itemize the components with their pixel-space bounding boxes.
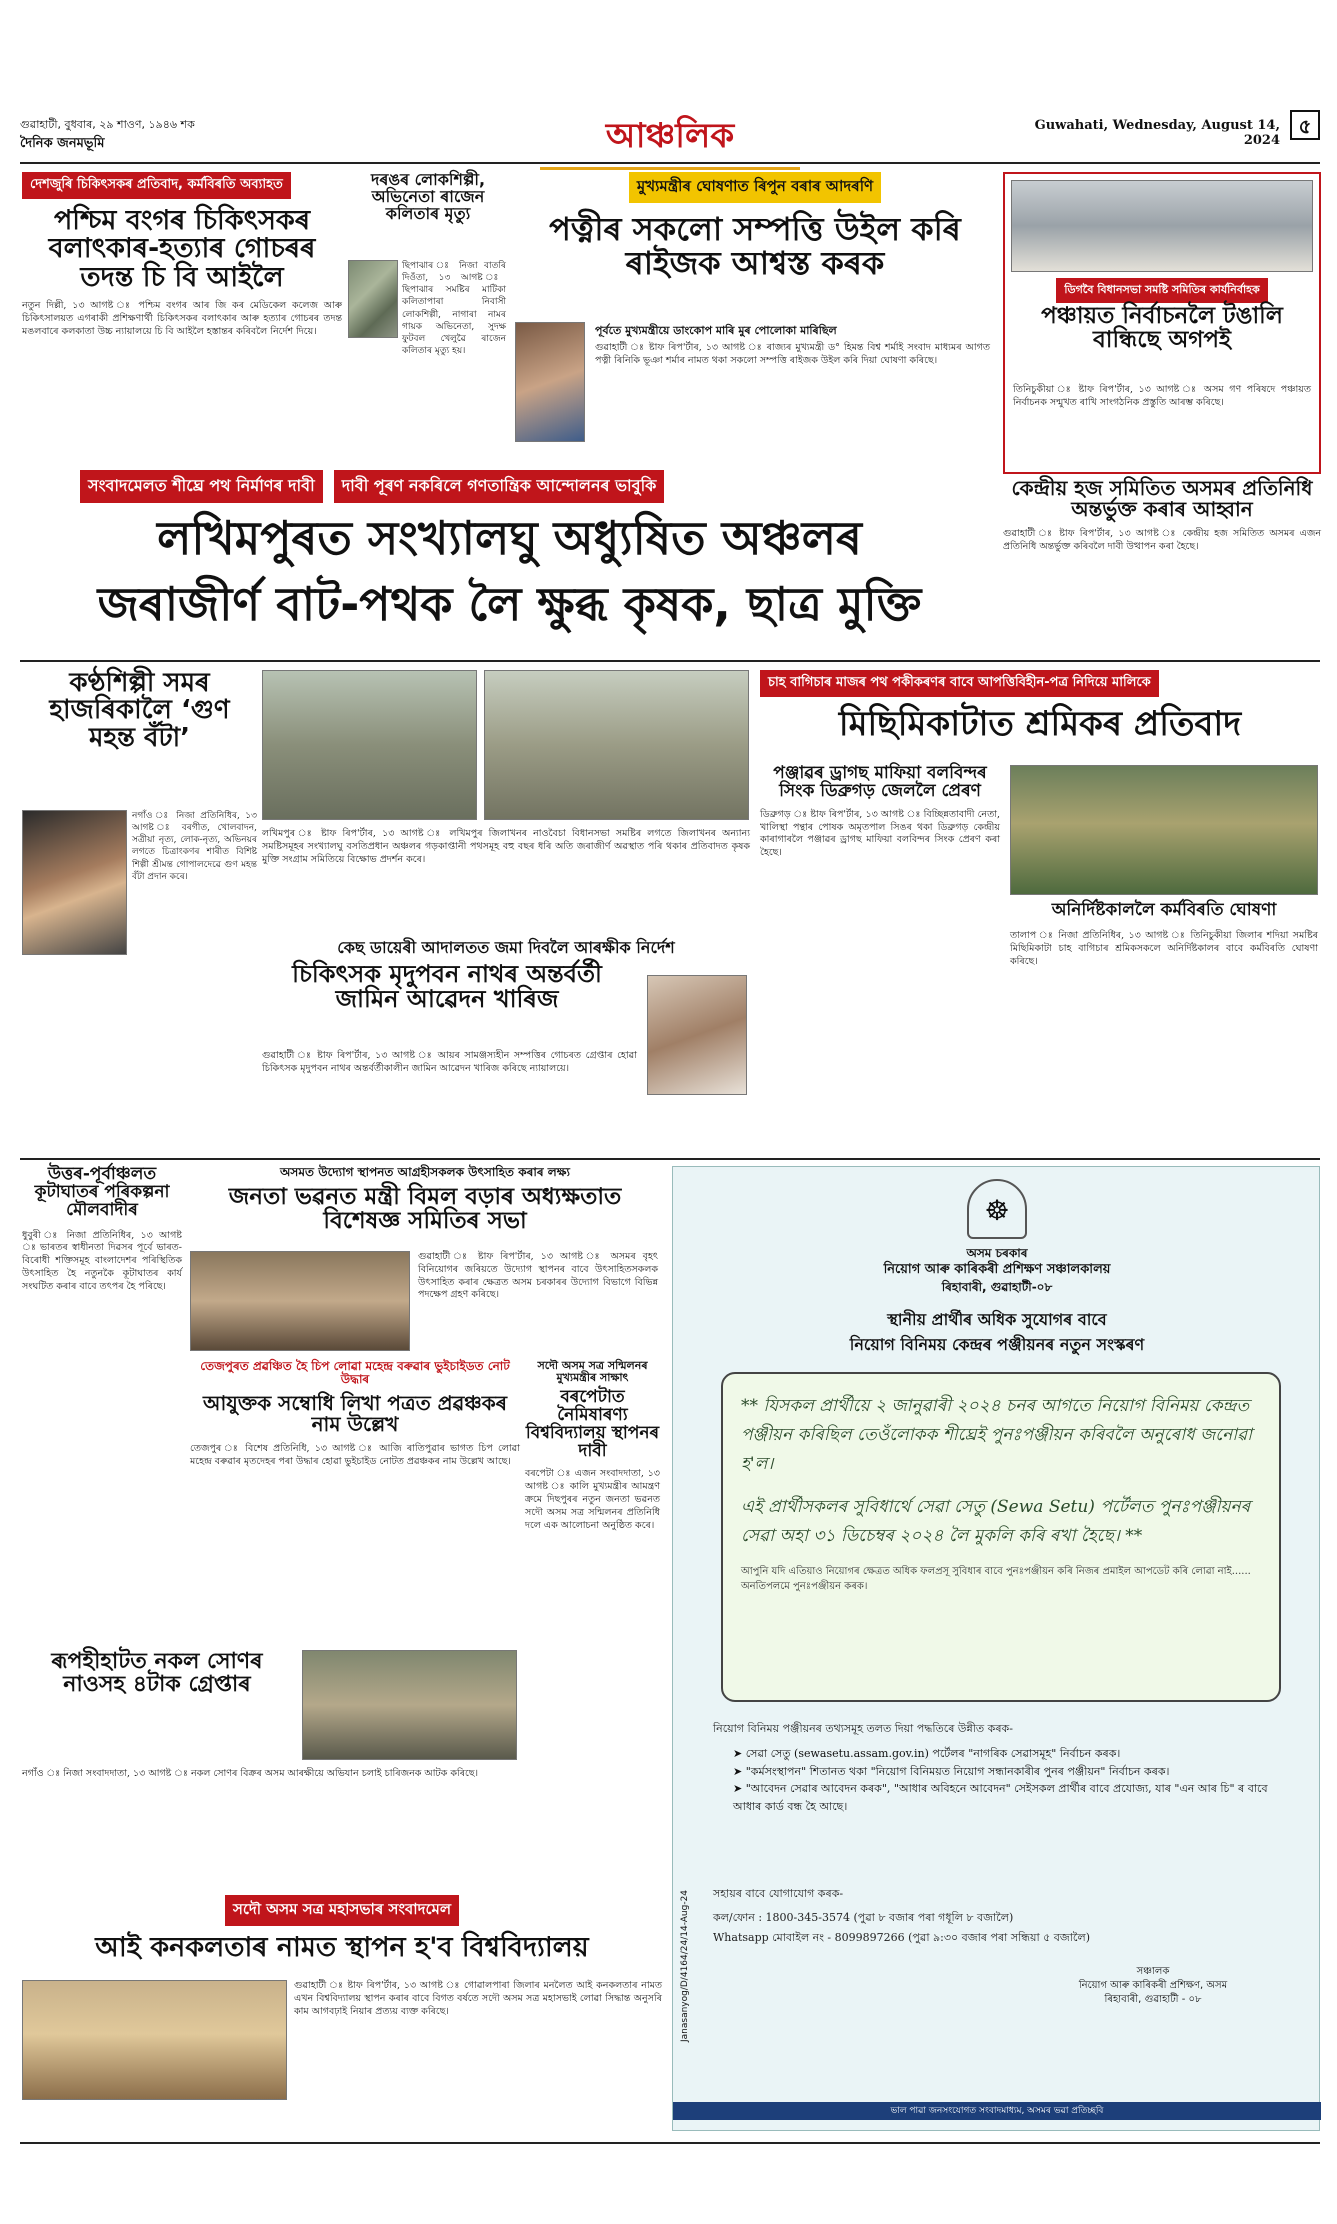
banner-kicker-right: দাবী পূৰণ নকৰিলে গণতান্ত্ৰিক আন্দোলনৰ ভাবুকি <box>334 470 665 503</box>
story-kicker: তেজপুৰত প্ৰৱঞ্চিত হৈ চিপ লোৱা মহেন্দ্ৰ বৰুৱাৰ ভুইচাইডত নোট উদ্ধাৰ <box>200 1359 510 1386</box>
emblem-icon: ☸ <box>967 1179 1027 1239</box>
banner-headline-1: লখিমপুৰত সংখ্যালঘু অধ্যুষিত অঞ্চলৰ <box>157 511 862 565</box>
story-subhead: পূৰ্বতে মুখ্যমন্ত্ৰীয়ে ডাংকোপ মাৰি মুৰ পোলোকা মাৰিছিল <box>595 324 837 337</box>
page-number: ৫ <box>1290 110 1320 140</box>
story-body: তিনিচুকীয়া ঃ ষ্টাফ ৰিপ'ৰ্টাৰ, ১৩ আগষ্ট ঃ অসম গণ পৰিষদে পঞ্চায়ত নিৰ্বাচনক সন্মুখত ৰাখি সাংগঠনিক প্ৰস্তুতি আৰম্ভ কৰিছে। <box>1013 384 1311 408</box>
story-cm <box>515 172 995 462</box>
story-singer <box>22 670 257 1150</box>
ad-whatsapp: Whatsapp মোবাইল নং - 8099897266 (পুৱা ৯:৩০ বজাৰ পৰা সন্ধিয়া ৫ বজালৈ) <box>713 1931 1091 1944</box>
ad-steps <box>733 1745 1293 1815</box>
story-headline: কণ্ঠশিল্পী সমৰ হাজৰিকালৈ ‘গুণ মহন্ত বঁটা’ <box>49 668 230 753</box>
story-body: গুৱাহাটী ঃ ষ্টাফ ৰিপ'ৰ্টাৰ, ১৩ আগষ্ট ঃ কেন্দ্ৰীয় হজ সমিতিত অসমৰ এজন প্ৰতিনিধি অন্তৰ্ভুক্ত কৰিবলৈ দাবী উত্থাপন কৰা হৈছে। <box>1003 528 1321 552</box>
story-panchayat <box>1003 172 1321 474</box>
ad-step: ➤ "কৰ্মসংস্থাপন" শিতানত থকা "নিয়োগ বিনিময়ত নিয়োগ সন্ধানকাৰীৰ পুনৰ পঞ্জীয়ন" নিৰ্বাচন কৰক। <box>733 1764 1170 1778</box>
portrait-photo <box>647 975 747 1095</box>
ad-step: ➤ "আবেদন সেৱাৰ আবেদন কৰক", "আধাৰ অবিহনে আবেদন" সেইসকল প্ৰাৰ্থীৰ বাবে প্ৰযোজ্য, যাৰ "এন আৰ চি" ৰ বাবে আধাৰ কাৰ্ড বন্ধ হৈ আছে। <box>733 1782 1268 1813</box>
ad-notice-2: এই প্ৰাৰ্থীসকলৰ সুবিধাৰ্থে সেৱা সেতু (Sewa Setu) পৰ্টেলত পুনঃপঞ্জীয়নৰ সেৱা অহা ৩১ ডিচেম্বৰ ২০২৪ লৈ মুকলি কৰি ৰখা হৈছে। ** <box>741 1496 1251 1546</box>
story-body: নগাঁও ঃ নিজা প্ৰতিনিধিৰ, ১৩ আগষ্ট ঃ বৰগীত, খোলবাদন, সত্ৰীয়া নৃত্য, লোক-নৃত্য, অভিনয়ৰ লগতে চিত্ৰাংকণৰ শাৰীত বিশিষ্ট শিল্পী শ্ৰীমন্ত গোপালদেৱে গুণ মহন্ত বঁটা প্ৰদান কৰে। <box>132 811 257 882</box>
arrest-photo <box>302 1650 517 1760</box>
banner-kicker-left: সংবাদমেলত শীঘ্ৰে পথ নিৰ্মাণৰ দাবী <box>80 470 323 503</box>
ad-org-2: নিয়োগ আৰু কাৰিকৰী প্ৰশিক্ষণ সঞ্চালকালয় <box>883 1262 1111 1277</box>
story-body: গুৱাহাটী ঃ ষ্টাফ ৰিপ'ৰ্টাৰ, ১৩ আগষ্ট ঃ আয়ৰ সামঞ্জস্যহীন সম্পত্তিৰ গোচৰত গ্ৰেপ্তাৰ হোৱা চিকিৎসক মৃদুপবন নাথৰ অন্তৰ্বৰ্তীকালীন জামিন আৱেদন খাৰিজ কৰিছে ন্যায়ালয়ে। <box>262 1050 637 1074</box>
story-tea <box>760 670 1320 1150</box>
portrait-photo <box>348 260 398 338</box>
banner-kicker-row <box>80 470 930 500</box>
section-title: আঞ্চলিক <box>540 110 800 170</box>
story-kicker: মুখ্যমন্ত্ৰীৰ ঘোষণাত ৰিপুন বৰাৰ আদৰণি <box>629 172 881 203</box>
section-rule <box>20 1158 1320 1160</box>
story-drug <box>760 765 1000 1145</box>
singer-photo <box>22 810 127 955</box>
story-headline: পঞ্জাৱৰ ড্ৰাগছ মাফিয়া বলবিন্দৰ সিংক ডিব্ৰুগড় জেললৈ প্ৰেৰণ <box>773 763 987 801</box>
story-headline: বৰপেটাত নৈমিষাৰণ্য বিশ্ববিদ্যালয় স্থাপনৰ দাবী <box>525 1387 660 1461</box>
meeting-photo <box>1011 180 1313 272</box>
story-headline: মিছিমিকাটাত শ্ৰমিকৰ প্ৰতিবাদ <box>838 704 1242 744</box>
story-headline: ৰূপহীহাটত নকল সোণৰ নাওসহ ৪টাক গ্ৰেপ্তাৰ <box>51 1649 263 1698</box>
date-local: গুৱাহাটী, বুধবাৰ, ২৯ শাওণ, ১৯৪৬ শক <box>20 118 195 131</box>
story-headline: জনতা ভৱনত মন্ত্ৰী বিমল বড়াৰ অধ্যক্ষতাত বিশেষজ্ঞ সমিতিৰ সভা <box>228 1183 622 1234</box>
story-obituary <box>348 172 508 462</box>
ad-sign-3: ৰিহাবাৰী, গুৱাহাটী - ০৮ <box>1104 1994 1202 2005</box>
road-photo <box>262 670 477 820</box>
masthead <box>20 110 1320 160</box>
ad-steps-intro: নিয়োগ বিনিময় পঞ্জীয়নৰ তথ্যসমূহ তলত দিয়া পদ্ধতিৰে উন্নীত কৰক- <box>713 1722 1013 1735</box>
story-body: বৰপেটা ঃ এজন সংবাদদাতা, ১৩ আগষ্ট ঃ কালি মুখ্যমন্ত্ৰীৰ আমন্ত্ৰণ ক্ৰমে দিছপুৰৰ নতুন জনতা ভৱনত সদৌ অসম সত্ৰ সন্মিলনৰ প্ৰতিনিধি দলে এক আলোচনা অনুষ্ঠিত কৰে। <box>525 1468 660 1531</box>
story-kolkata <box>22 172 342 462</box>
story-kicker: সদৌ অসম সত্ৰ মহাসভাৰ সংবাদমেল <box>225 1895 459 1926</box>
paper-name-local: দৈনিক জনমভূমি <box>20 136 105 151</box>
story-university <box>525 1360 660 1780</box>
story-body: ছিপাঝাৰ ঃ নিজা বাতৰি দিওঁতা, ১৩ আগষ্ট ঃ ছিপাঝাৰ সমষ্টিৰ মাটিকা কলিতাপাৰা নিবাসী লোকশিল্পী, নাগাৰা নামৰ গায়ক অভিনেতা, সুদক্ষ ফুটবল খেলুৱৈ ৰাজেন কলিতাৰ মৃত্যু হয়। <box>402 261 506 356</box>
story-court <box>262 940 750 1150</box>
photo-caption: অনিৰ্দিষ্টকাললৈ কৰ্মবিৰতি ঘোষণা <box>1051 900 1277 920</box>
ad-step: ➤ সেৱা সেতু (sewasetu.assam.gov.in) পৰ্টেলৰ "নাগৰিক সেৱাসমূহ" নিৰ্বাচন কৰক। <box>733 1747 1121 1760</box>
story-body: নগাঁও ঃ নিজা সংবাদদাতা, ১৩ আগষ্ট ঃ নকল সোণৰ বিক্ৰৰ অসম আৰক্ষীয়ে অভিযান চলাই চাৰিজনক আটক কৰিছে। <box>22 1768 479 1779</box>
date-english: Guwahati, Wednesday, August 14, 2024 <box>1034 118 1280 148</box>
ad-help-label: সহায়ৰ বাবে যোগাযোগ কৰক- <box>713 1887 844 1900</box>
ad-footer: ভাল পাৱা জনসংযোগত সংবাদমাধ্যম, অসমৰ ভৱা প্ৰতিচ্ছবি <box>673 2102 1321 2120</box>
press-meet-photo <box>22 1980 287 2100</box>
story-headline: পশ্চিম বংগৰ চিকিৎসকৰ বলাৎকাৰ-হত্যাৰ গোচৰৰ তদন্ত চি বি আইলৈ <box>48 205 316 293</box>
story-headline: পত্নীৰ সকলো সম্পত্তি উইল কৰি ৰাইজক আশ্বস্ত কৰক <box>549 210 961 282</box>
story-kicker: সদৌ অসম সত্ৰ সন্মিলনৰ মুখ্যমন্ত্ৰীৰ সাক্ষাৎ <box>537 1359 648 1384</box>
story-headline: উত্তৰ-পূৰ্বাঞ্চলত কূটাঘাতৰ পৰিকল্পনা মৌলবাদীৰ <box>34 1164 170 1220</box>
story-kicker: দেশজুৰি চিকিৎসকৰ প্ৰতিবাদ, কৰ্মবিৰতি অব্যাহত <box>22 172 291 199</box>
banner-rule <box>20 660 1320 662</box>
employment-advertisement <box>672 1166 1320 2131</box>
ad-phone: কল/ফোন : 1800-345-3574 (পুৱা ৮ বজাৰ পৰা গধূলি ৮ বজালৈ) <box>713 1911 1014 1924</box>
ad-title-2: নিয়োগ বিনিময় কেন্দ্ৰৰ পঞ্জীয়নৰ নতুন সংস্কৰণ <box>849 1335 1145 1354</box>
banner-headline-2: জৰাজীৰ্ণ বাট-পথক লৈ ক্ষুব্ধ কৃষক, ছাত্ৰ মুক্তি <box>97 577 922 631</box>
road-photo-2 <box>484 670 749 820</box>
ad-org-1: অসম চৰকাৰ <box>966 1246 1028 1260</box>
story-moulvibazar <box>22 1166 182 1646</box>
story-gold <box>22 1650 522 1890</box>
ad-notice-1: ** যিসকল প্ৰাৰ্থীয়ে ২ জানুৱাৰী ২০২৪ চনৰ আগতে নিয়োগ বিনিময় কেন্দ্ৰত পঞ্জীয়ন কৰিছিল তেওঁলোকক শীঘ্ৰেই পুনঃপঞ্জীয়ন কৰিবলৈ অনুৰোধ জনোৱা হ'ল। <box>741 1396 1253 1474</box>
story-body: তেজপুৰ ঃ বিশেষ প্ৰতিনিধি, ১৩ আগষ্ট ঃ আজি ৰাতিপুৱাৰ ভাগত চিপ লোৱা মহেন্দ্ৰ বৰুৱাৰ মৃতদেহৰ পৰা উদ্ধাৰ হোৱা ভুইচাইড নোটত প্ৰৱঞ্চকৰ নাম উল্লেখ আছে। <box>190 1443 520 1467</box>
ad-sign-2: নিয়োগ আৰু কাৰিকৰী প্ৰশিক্ষণ, অসম <box>1078 1980 1228 1991</box>
story-body: ধুবুৰী ঃ নিজা প্ৰতিনিধিৰ, ১৩ আগষ্ট ঃ ভাৰতৰ স্বাধীনতা দিৱসৰ পূৰ্বে ভাৰত-বিৰোধী শক্তিসমূহ বাংলাদেশৰ পৰিস্থিতিক উৎসাহিত হৈ নতুনকৈ কূটাঘাতৰ কাৰ্য সংঘটিত কৰাৰ বাবে তৎপৰ হৈ পৰিছে। <box>22 1229 182 1292</box>
story-kicker: ডিগবৈ বিধানসভা সমষ্টি সমিতিৰ কাৰ্যনিৰ্বাহক <box>1056 278 1267 303</box>
story-headline: কেন্দ্ৰীয় হজ সমিতিত অসমৰ প্ৰতিনিধি অন্তৰ্ভুক্ত কৰাৰ আহ্বান <box>1011 476 1313 521</box>
ad-notice-3: আপুনি যদি এতিয়াও নিয়োগৰ ক্ষেত্ৰত অধিক ফলপ্ৰসূ সুবিধাৰ বাবে পুনঃপঞ্জীয়ন কৰি নিজৰ প্ৰমাইল আপডেট কৰি লোৱা নাই...... অনতিপলমে পুনঃপঞ্জীয়ন কৰক। <box>741 1566 1251 1593</box>
story-kicker: অসমত উদ্যোগ স্থাপনত আগ্ৰহীসকলক উৎসাহিত কৰাৰ লক্ষ্য <box>280 1165 570 1179</box>
story-body: লখিমপুৰ ঃ ষ্টাফ ৰিপ'ৰ্টাৰ, ১৩ আগষ্ট ঃ লখিমপুৰ জিলাখনৰ নাওবৈচা বিধানসভা সমষ্টিৰ লগতে জিলাখনৰ অন্যান্য সমষ্টিসমূহৰ সংখ্যালঘু বসতিপ্ৰধান অঞ্চলৰ গড়কাপ্তানী পথসমূহ বহু বছৰ ধৰি অতি জৰাজীৰ্ণ অৱস্থাত পৰি থকাৰ প্ৰতিবাদত কৃষক মুক্তি সংগ্ৰাম সমিতিয়ে বিক্ষোভ প্ৰদৰ্শন কৰে। <box>262 828 750 865</box>
ad-notice-box <box>721 1372 1281 1702</box>
story-minister <box>190 1166 660 1356</box>
ad-side-code: Janasanyog/D/4164/24/14-Aug-24 <box>680 1889 690 2042</box>
story-kicker: কেছ ডায়েৰী আদালতত জমা দিবলৈ আৰক্ষীক নিৰ্দেশ <box>337 938 675 957</box>
protest-photo <box>1010 765 1318 895</box>
story-headline: দৰঙৰ লোকশিল্পী, অভিনেতা ৰাজেন কলিতাৰ মৃত্যু <box>370 170 486 223</box>
ad-org-3: ৰিহাবাৰী, গুৱাহাটী-০৮ <box>941 1280 1053 1294</box>
story-headline: আযুক্তক সম্বোধি লিখা পত্ৰত প্ৰৱঞ্চকৰ নাম উল্লেখ <box>202 1391 508 1437</box>
story-body: গুৱাহাটী ঃ ষ্টাফ ৰিপ'ৰ্টাৰ, ১৩ আগষ্ট ঃ গোৱালপাৰা জিলাৰ মনলৈত আই কনকলতাৰ নামত এখন বিশ্ববিদ্যালয় স্থাপন কৰাৰ বাবে বিগত বৰ্ষতে সদৌ অসম সত্ৰ মহাসভাই লোৱা সিদ্ধান্ত অনুসৰি কাম আগবঢ়াই নিয়াৰ প্ৰত্যয় ব্যক্ত কৰিছে। <box>294 1980 662 2017</box>
story-headline: পঞ্চায়ত নিৰ্বাচনলৈ টঙালি বান্ধিছে অগপই <box>1041 303 1283 354</box>
ad-title-1: স্থানীয় প্ৰাৰ্থীৰ অধিক সুযোগৰ বাবে <box>887 1310 1107 1329</box>
story-headline: চিকিৎসক মৃদুপবন নাথৰ অন্তৰ্বৰ্তী জামিন আৱেদন খাৰিজ <box>292 960 602 1014</box>
story-body: গুৱাহাটী ঃ ষ্টাফ ৰিপ'ৰ্টাৰ, ১৩ আগষ্ট ঃ ৰাজ্যৰ মুখ্যমন্ত্ৰী ড° হিমন্ত বিশ্ব শৰ্মাই সংবাদ মাধ্যমৰ আগত পত্নী ৰিনিকি ভূঞা শৰ্মাৰ নামত থকা সকলো সম্পত্তি ৰাইজক উইল কৰি দিয়া ঘোষণা কৰিছে। <box>595 342 990 366</box>
portrait-photo <box>515 322 585 442</box>
story-body: ডিব্ৰুগড় ঃ ষ্টাফ ৰিপ'ৰ্টাৰ, ১৩ আগষ্ট ঃ বিচ্ছিন্নতাবাদী নেতা, খালিস্থা পন্থাৰ পোষক অমৃতপাল সিঙৰ থকা ডিব্ৰুগড় কেন্দ্ৰীয় কাৰাগাৰলৈ পঞ্জাৱৰ ড্ৰাগছ মাফিয়া বলবিন্দৰ সিংক প্ৰেৰণ কৰা হৈছে। <box>760 808 1000 859</box>
story-kicker: চাহ বাগিচাৰ মাজৰ পথ পকীকৰণৰ বাবে আপত্তিবিহীন-পত্ৰ নিদিয়ে মালিকে <box>760 670 1159 697</box>
bottom-rule <box>20 2142 1320 2144</box>
story-headline: আই কনকলতাৰ নামত স্থাপন হ'ব বিশ্ববিদ্যালয় <box>95 1932 589 1963</box>
story-haj <box>1003 478 1321 658</box>
meeting-photo <box>190 1251 410 1351</box>
ad-sign-1: সঞ্চালক <box>1136 1966 1170 1977</box>
story-tezpur <box>190 1360 520 1640</box>
masthead-rule <box>20 162 1320 164</box>
story-bottom <box>22 1895 662 2135</box>
story-body: গুৱাহাটী ঃ ষ্টাফ ৰিপ'ৰ্টাৰ, ১৩ আগষ্ট ঃ অসমৰ বৃহৎ বিনিয়োগৰ জৰিয়তে উদ্যোগ স্থাপনৰ বাবে উৎসাহিতসকলক উৎসাহিত কৰাৰ ক্ষেত্ৰত অসম চৰকাৰৰ উদ্যোগ বিভাগে বিভিন্ন পদক্ষেপ গ্ৰহণ কৰিছে। <box>418 1251 658 1301</box>
story-road <box>262 670 750 930</box>
story-body: নতুন দিল্লী, ১৩ আগষ্ট ঃ পশ্চিম বংগৰ আৰ জি কৰ মেডিকেল কলেজ আৰু চিকিৎসালয়ত এগৰাকী প্ৰশিক্ষণাৰ্থী চিকিৎসকৰ বলাৎকাৰ আৰু হত্যাৰ গোচৰৰ তদন্ত মঙলবাৰে কলকাতা উচ্চ ন্যায়ালয়ে চি বি আইলৈ হস্তান্তৰ কৰিবলৈ নিৰ্দেশ দিয়ে। <box>22 300 342 337</box>
story-body: তালাপ ঃ নিজা প্ৰতিনিধিৰ, ১৩ আগষ্ট ঃ তিনিচুকীয়া জিলাৰ শদিয়া সমষ্টিৰ মিছিমিকাটা চাহ বাগিচাৰ শ্ৰমিকসকলে অনিৰ্দিষ্টকালৰ বাবে কৰ্মবিৰতি ঘোষণা কৰিছে। <box>1010 930 1318 967</box>
